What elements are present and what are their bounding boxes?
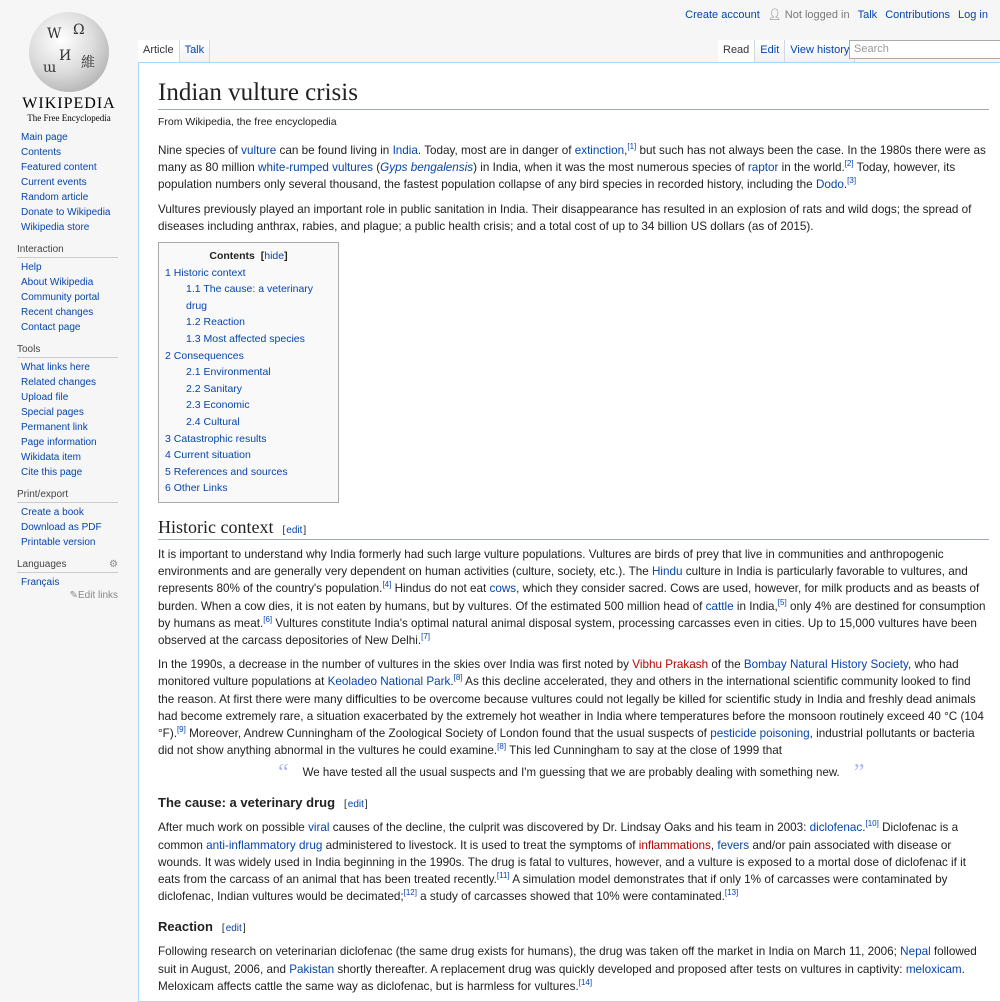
text-run: After much work on possible [158,821,309,835]
toc-link[interactable] [165,267,246,279]
sidebar-link-help[interactable]: Help [21,262,42,273]
wiki-link[interactable]: white-rumped vultures [258,161,374,175]
toc-link[interactable] [186,399,250,411]
interaction-links [17,260,138,335]
text-run: It is important to understand why India formerly had such large vulture populations. Vultures are birds of prey that live in communities and anthropogenic environments and are generally very dependent on human activities (culture, society, etc.). The [158,547,944,579]
toc-link[interactable] [165,350,244,362]
edit-section-link[interactable]: edit [286,524,303,536]
toc-number: 1.2 [186,316,204,329]
toc-number: 1.1 [186,283,204,296]
sidebar-link-featured-content[interactable]: Featured content [21,162,97,173]
namespace-tabs [138,40,210,62]
citation [404,888,417,897]
text-run: . [843,178,848,192]
open-quote-icon: “ [278,760,289,787]
toc-item[interactable] [186,281,332,314]
paragraph [158,819,989,905]
citation-link[interactable]: [12] [403,888,417,898]
sidebar-link-page-information[interactable]: Page information [21,437,97,448]
citation-link[interactable]: [14] [578,977,593,987]
article-content [138,62,1000,1002]
sidebar-link-download-as-pdf[interactable]: Download as PDF [21,522,102,533]
sidebar-link-main-page[interactable]: Main page [21,132,68,143]
citation-link[interactable]: [9] [176,725,186,735]
citation [579,978,592,987]
text-run: . [450,675,454,689]
toc-number: 4 [165,449,174,462]
citation-link[interactable]: [3] [847,176,857,186]
not-logged-in-status [768,8,850,21]
wiki-link[interactable]: Pakistan [289,962,335,976]
paragraph [158,656,989,759]
citation [778,598,787,607]
tab-edit[interactable]: Edit [755,40,785,62]
toc-item[interactable] [165,480,332,497]
sidebar-link-wikidata-item[interactable]: Wikidata item [21,452,82,463]
sidebar-link-wikipedia-store[interactable]: Wikipedia store [21,222,90,233]
paragraph [158,546,989,649]
toc-link[interactable] [165,433,267,445]
citation-link[interactable]: [5] [777,597,787,607]
toc-item[interactable] [165,348,332,365]
toc-number: 2.4 [186,415,204,428]
sidebar-link-create-a-book[interactable]: Create a book [21,507,84,518]
citation [421,632,430,641]
toc-number: 2.1 [186,366,204,379]
text-run: A simulation model demonstrates that if only 1% of carcasses were contaminated by diclofenac, Indian vultures would be decimated; [158,872,948,904]
edit-links[interactable] [17,590,118,601]
sidebar-link-what-links-here[interactable]: What links here [21,362,90,373]
sidebar-tools [17,343,138,480]
wiki-link[interactable]: Nepal [900,945,931,959]
personal-tools [685,8,988,21]
text-run: in the world. [778,161,845,175]
citation [866,819,879,828]
tools-links [17,360,138,480]
text-run: but such has not always been the case. In the 1980s there were as many as 80 million [158,144,986,175]
languages-heading [17,558,118,573]
sidebar [0,130,138,609]
toc-link[interactable] [186,333,305,345]
text-run: can be found living in [276,144,393,157]
wiki-link[interactable]: pesticide poisoning [710,726,810,740]
text-run: , [624,144,628,157]
text-run: and/or pain associated with disease or wounds. It was widely used in India beginning in the 1990s. The drug is fatal to vultures, however, and a vulture is exposed to a mortal dose of diclofenac if it eats from the carcass of an animal that has been treated recently. [158,838,966,886]
tab-article[interactable]: Article [138,40,180,62]
toc-number: 5 [165,465,174,478]
toc-text: Other Links [173,482,228,495]
toc-title-label: Contents [209,250,255,263]
toc-number: 2 [165,349,174,362]
toc-item[interactable] [165,431,332,448]
wiki-link[interactable]: meloxicam [905,962,962,976]
toc-item[interactable] [186,331,332,348]
toc-list [165,265,332,497]
toc-link[interactable] [186,316,245,328]
wiki-link[interactable]: Hindu [651,565,683,579]
text-run: As this decline accelerated, they and others in the international scientific community looked to find the reason. At first there were many difficulties to be overcome because vultures could not legally be killed for scientific study in India and freshly dead animals had become extremely rare, a situation exacerbated by the extremely hot weather in India where temperatures before the monsoon routinely exceed 40 °C (104 °F). [158,675,984,740]
section-edit: [edit] [282,524,307,536]
toc-number: 6 [165,482,174,495]
text-run: , [710,838,718,852]
toc-text: Most affected species [203,332,305,345]
edit-section-link[interactable]: edit [347,799,364,811]
wiki-link[interactable]: Bombay Natural History Society [743,658,908,672]
text-run: Moreover, Andrew Cunningham of the Zoological Society of London found that the usual suspects of [185,726,711,740]
citation-link[interactable]: [4] [382,580,392,590]
toc-item[interactable] [186,397,332,414]
text-run: . Meloxicam affects cattle the same way as diclofenac, but is harmless for vultures. [158,962,965,993]
toc-link[interactable] [165,449,251,461]
toc-link[interactable] [186,283,313,312]
text-run: culture in India is particularly favorable to vultures, and represents 80% of the country's population. [158,565,968,596]
quote-text: We have tested all the usual suspects and I'm guessing that we are probably dealing with something new. [302,767,840,780]
text-run: Vultures constitute India's optimal natural animal disposal system, processing carcasses even in cities. Up to 15,000 vultures have been observed at the carcass depositories of New Delhi. [158,616,977,647]
text-run: Hindus do not eat [391,582,490,596]
toc-item[interactable] [165,464,332,481]
sidebar-link-current-events[interactable]: Current events [21,177,87,188]
sidebar-link-printable-version[interactable]: Printable version [21,537,96,548]
toc-item[interactable] [186,414,332,431]
toc-text: Historic context [173,266,246,279]
toc-text: Catastrophic results [173,432,267,445]
citation [847,177,856,186]
not-logged-in-label: Not logged in [784,9,850,21]
toc-text: Environmental [203,366,271,379]
print-export-heading: Print/export [17,488,118,503]
toc-link[interactable] [165,466,288,478]
citation-link[interactable]: [8] [497,742,507,752]
toc-item[interactable] [186,381,332,398]
text-run: ) in India, when it was the most numerous species of [473,161,748,175]
wiki-link[interactable]: cows [489,582,517,596]
wiki-link[interactable]: India [392,144,418,157]
text-run: , who had monitored vulture populations at [158,658,959,689]
close-quote-icon: ” [853,760,865,787]
languages-label: Languages [17,559,67,570]
toc-text: Consequences [173,349,244,362]
citation [497,742,506,751]
login-link[interactable]: Log in [958,8,988,21]
text-run: Following research on veterinarian diclofenac (the same drug exists for humans), the drug was taken off the market in India on March 11, 2006; [158,945,901,959]
sidebar-link-cite-this-page[interactable]: Cite this page [21,467,83,478]
citation-link[interactable]: [8] [453,673,463,683]
sidebar-link-special-pages[interactable]: Special pages [21,407,84,418]
wiki-link[interactable]: raptor [747,161,779,175]
text-run: shortly thereafter. A replacement drug was quickly developed and proposed after tests on vultures in captivity: [334,962,906,976]
wikipedia-logo[interactable] [0,0,138,130]
wiki-link[interactable]: Keoladeo National Park [327,675,451,689]
sidebar-link-related-changes[interactable]: Related changes [21,377,97,388]
text-run: Vultures previously played an important role in public sanitation in India. Their disappearance has resulted in an explosion of rats and wild dogs; the spread of diseases including anthrax, rabies, and plague; a public health crisis; and a total cost of up to 34 billion US dollars (as of 2015). [158,202,972,233]
wiki-link[interactable]: inflammations [638,838,711,852]
citation-link[interactable]: [11] [496,871,510,881]
wiki-link[interactable]: anti-inflammatory drug [206,838,323,852]
text-run: Today, however, its population numbers only several thousand, the fastest population collapse of any bird species in recorded history, including the [158,161,956,192]
wiki-link[interactable]: viral [308,821,330,835]
sidebar-link-permanent-link[interactable]: Permanent link [21,422,88,433]
language-links [17,575,138,590]
sidebar-link-random-article[interactable]: Random article [21,192,89,203]
wiki-link[interactable]: vulture [241,144,277,157]
text-run: In the 1990s, a decrease in the number of vultures in the skies over India was first noted by [158,658,633,672]
text-run: of the [708,658,744,672]
section-heading [158,517,989,540]
wiki-link[interactable]: Gyps bengalensis [380,161,474,175]
sidebar-link-about-wikipedia[interactable]: About Wikipedia [21,277,94,288]
logo-tagline: The Free Encyclopedia [27,113,111,123]
section-edit: [edit] [344,799,368,811]
text-run: This led Cunningham to say at the close of 1999 that [506,744,782,758]
user-icon: 👤︎ [767,9,782,21]
toc-number: 3 [165,432,174,445]
toc-item[interactable] [186,364,332,381]
toc-link[interactable] [186,383,242,395]
print-links [17,505,138,550]
sidebar-link-donate-to-wikipedia[interactable]: Donate to Wikipedia [21,207,111,218]
text-run: in India, [733,599,778,613]
puzzle-globe-icon: W Ω И 維 ա [29,12,109,92]
citation-link[interactable]: [6] [263,614,273,624]
toc-text: The cause: a veterinary drug [186,283,314,312]
sidebar-link-fran-ais[interactable]: Français [21,577,60,588]
sidebar-interaction [17,243,138,335]
citation [382,580,391,589]
citation-link[interactable]: [13] [724,888,739,898]
citation-link[interactable]: [7] [421,632,431,642]
subsection-heading-label: Reaction [158,919,213,935]
toc-number: 2.3 [186,399,204,412]
view-tabs [718,40,855,62]
tab-read[interactable]: Read [718,40,755,62]
quote-block [278,760,989,787]
sidebar-print-export [17,488,138,550]
text-run: , industrial pollutants or bacteria did not show anything abnormal in the vultures he could examine. [158,726,975,758]
toc-link[interactable] [165,482,227,494]
toc-link[interactable] [186,366,271,378]
toc-text: Reaction [203,316,245,329]
toc-text: References and sources [173,465,288,478]
text-run: . Today, most are in danger of [417,144,575,157]
toc-text: Sanitary [203,382,243,395]
citation [454,673,463,682]
toc-hide-link[interactable]: hide [264,250,285,263]
citation [627,142,636,151]
citation-link[interactable]: [2] [844,159,854,169]
citation [845,159,854,168]
text-run: ( [373,161,381,175]
paragraph [158,943,989,995]
toc-number: 2.2 [186,382,204,395]
text-run: only 4% are destined for consumption by humans as meat. [158,599,986,630]
text-run: , which they consider sacred. Cows are used, however, for milk products and as beasts of burden. When a cow dies, it is not eaten by humans, but by vultures. Of the estimated 500 million head of [158,582,980,613]
pencil-icon: ✎ [69,590,78,601]
text-run: . [862,821,866,835]
wiki-link[interactable]: extinction [574,144,625,157]
toc-item[interactable] [165,265,332,282]
toc-text: Cultural [203,415,240,428]
section-edit: [edit] [221,923,246,935]
wiki-link[interactable]: Dodo [815,178,844,192]
citation-link[interactable]: [10] [865,819,879,829]
toc-text: Current situation [173,449,251,462]
sidebar-link-recent-changes[interactable]: Recent changes [21,307,94,318]
citation-link[interactable]: [1] [627,142,637,152]
gear-icon[interactable]: ⚙ [109,559,118,570]
page-title: Indian vulture crisis [158,77,989,110]
subsection-heading [158,795,989,810]
text-run: followed suit in August, 2006, and [158,945,977,976]
citation [725,888,738,897]
search-input[interactable]: Search [849,40,1000,59]
table-of-contents [158,242,339,503]
sidebar-navigation [17,130,138,235]
edit-links-label: Edit links [77,590,118,601]
interaction-heading: Interaction [17,243,118,258]
text-run: Nine species of [158,144,242,157]
paragraph [158,201,989,235]
logo-wordmark: WIKIPEDIA [22,95,116,112]
sidebar-link-community-portal[interactable]: Community portal [21,292,100,303]
toc-text: Economic [203,399,250,412]
user-talk-link[interactable]: Talk [857,8,878,21]
text-run: administered to livestock. It is used to treat the symptoms of [322,838,639,852]
sidebar-link-contact-page[interactable]: Contact page [21,322,81,333]
tab-view-history[interactable]: View history [785,40,855,62]
text-run: a study of carcasses showed that 10% were contaminated. [416,890,725,904]
toc-title: Contents [hide] [209,250,288,263]
toc-link[interactable] [186,416,240,428]
create-account-link[interactable]: Create account [685,8,760,21]
text-run: Diclofenac is a common [158,821,959,852]
site-subtitle: From Wikipedia, the free encyclopedia [158,116,337,128]
tab-talk[interactable]: Talk [180,40,211,62]
toc-item[interactable] [186,314,332,331]
wiki-link[interactable]: fevers [717,838,750,852]
wiki-link[interactable]: Vibhu Prakash [632,658,709,672]
contributions-link[interactable]: Contributions [885,8,951,21]
citation [263,615,272,624]
subsection-heading [158,919,989,934]
citation [497,871,510,880]
section-heading-label: Historic context [158,516,274,537]
sidebar-link-upload-file[interactable]: Upload file [21,392,69,403]
toc-number: 1.3 [186,332,204,345]
sidebar-languages [17,558,138,601]
text-run: causes of the decline, the culprit was discovered by Dr. Lindsay Oaks and his team in 2003: [329,821,810,835]
toc-item[interactable] [165,447,332,464]
edit-section-link[interactable]: edit [225,923,242,935]
wiki-link[interactable]: cattle [705,599,734,613]
wiki-link[interactable]: diclofenac [809,821,863,835]
toc-number: 1 [165,266,174,279]
citation [177,725,186,734]
paragraph [158,142,989,194]
tools-heading: Tools [17,343,118,358]
subsection-heading-label: The cause: a veterinary drug [158,795,336,811]
sidebar-link-contents[interactable]: Contents [21,147,62,158]
